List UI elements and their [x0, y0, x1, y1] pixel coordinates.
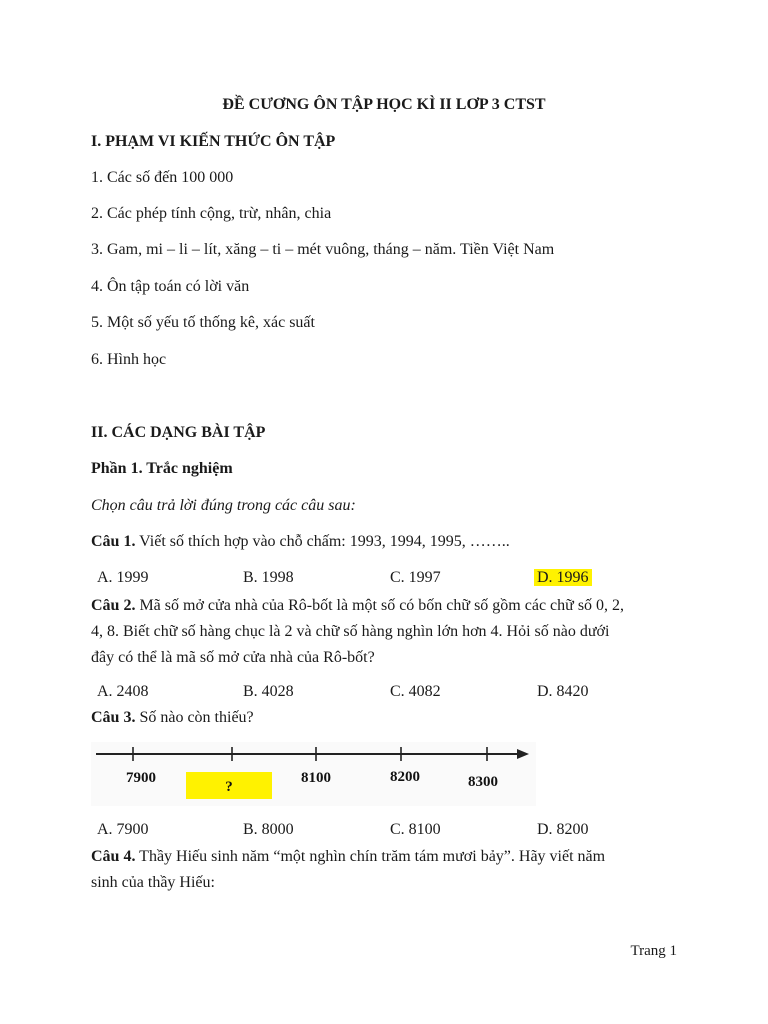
section2-heading: II. CÁC DẠNG BÀI TẬP	[91, 424, 266, 441]
number-label: 8200	[390, 769, 420, 785]
question-text: Mã số mở cửa nhà của Rô-bốt là một số có bốn chữ số gồm các chữ số 0, 2,	[139, 597, 625, 614]
option-b: B. 8000	[243, 821, 294, 838]
option-c: C. 4082	[390, 683, 441, 700]
question-text: Thầy Hiếu sinh năm “một nghìn chín trăm tám mươi bảy”. Hãy viết năm	[139, 848, 606, 865]
option-c: C. 8100	[390, 821, 441, 838]
option-c: C. 1997	[390, 569, 441, 586]
document-title: ĐỀ CƯƠNG ÔN TẬP HỌC KÌ II LƠP 3 CTST	[222, 96, 546, 113]
number-line-figure	[91, 742, 536, 806]
question-label: Câu 1.	[91, 533, 136, 550]
topic-item: 6. Hình học	[91, 351, 167, 368]
number-label: 8100	[301, 770, 331, 786]
question-label: Câu 2.	[91, 597, 136, 614]
question-label: Câu 3.	[91, 709, 136, 726]
topic-item: 1. Các số đến 100 000	[91, 169, 234, 186]
question-2	[91, 596, 624, 616]
option-a: A. 2408	[97, 683, 149, 700]
part-heading: Phần 1. Trắc nghiệm	[91, 460, 233, 477]
option-d	[537, 568, 592, 588]
highlighted-answer: D. 1996	[534, 569, 592, 586]
number-label: 7900	[126, 770, 156, 786]
question-text-line: 4, 8. Biết chữ số hàng chục là 2 và chữ số hàng nghìn lớn hơn 4. Hỏi số nào dưới	[91, 623, 610, 640]
question-label: Câu 4.	[91, 848, 136, 865]
question-text-line: sinh của thầy Hiếu:	[91, 874, 215, 891]
topic-item: 3. Gam, mi – li – lít, xăng – ti – mét vuông, tháng – năm. Tiền Việt Nam	[91, 241, 555, 258]
instruction-text: Chọn câu trả lời đúng trong các câu sau:	[91, 497, 356, 514]
option-a: A. 1999	[97, 569, 149, 586]
option-d: D. 8200	[537, 821, 589, 838]
question-4	[91, 847, 605, 867]
question-text-line: đây có thể là mã số mở cửa nhà của Rô-bốt?	[91, 649, 375, 666]
option-a: A. 7900	[97, 821, 149, 838]
question-text: Viết số thích hợp vào chỗ chấm: 1993, 1994, 1995, ……..	[139, 533, 510, 550]
option-d: D. 8420	[537, 683, 589, 700]
number-label: 8300	[468, 774, 498, 790]
topic-item: 2. Các phép tính cộng, trừ, nhân, chia	[91, 205, 332, 222]
topic-item: 4. Ôn tập toán có lời văn	[91, 278, 250, 295]
question-3	[91, 708, 254, 728]
topic-item: 5. Một số yếu tố thống kê, xác suất	[91, 314, 315, 331]
section1-heading: I. PHẠM VI KIẾN THỨC ÔN TẬP	[91, 133, 336, 150]
page-number: Trang 1	[630, 943, 677, 959]
number-line-arrow	[517, 749, 529, 759]
option-b: B. 1998	[243, 569, 294, 586]
option-b: B. 4028	[243, 683, 294, 700]
question-text: Số nào còn thiếu?	[139, 709, 254, 726]
question-1	[91, 532, 510, 552]
missing-number-label: ?	[225, 779, 233, 795]
